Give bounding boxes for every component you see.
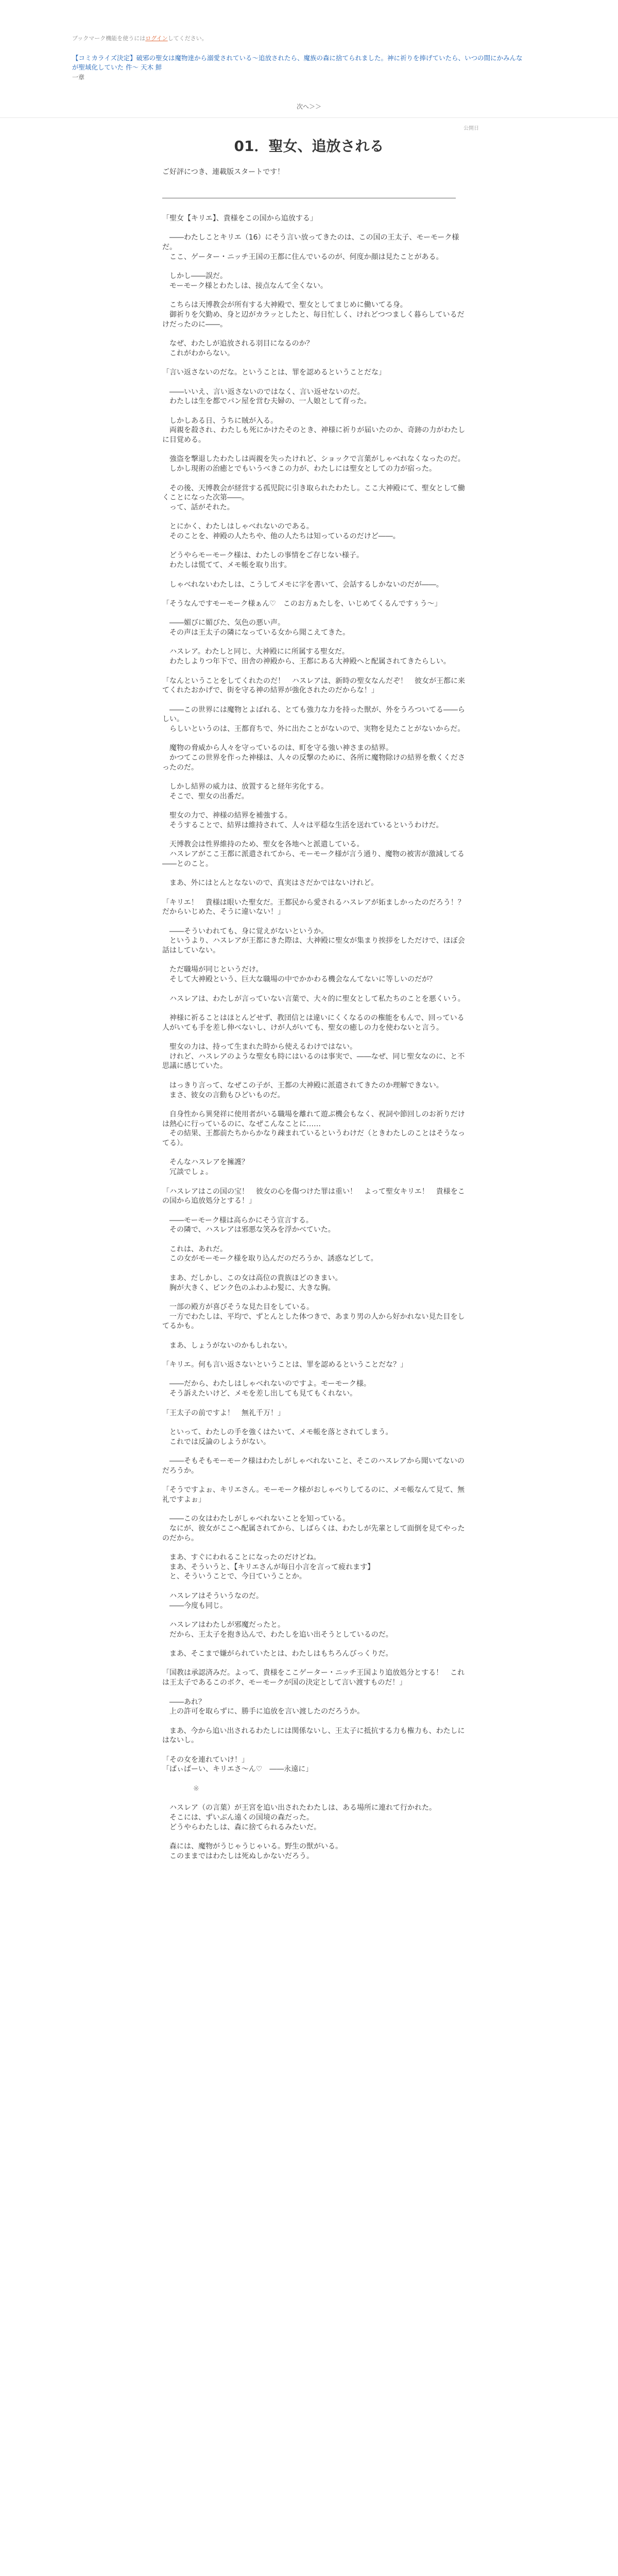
body-paragraph xyxy=(162,1832,471,1842)
body-paragraph: ――今度も同じ。 xyxy=(162,1601,227,1610)
body-paragraph: これは、あれだ。 xyxy=(162,1245,227,1253)
body-paragraph xyxy=(162,1071,471,1081)
body-paragraph: わたしは慌てて、メモ帳を取り出す。 xyxy=(162,561,291,570)
body-paragraph xyxy=(162,1032,471,1042)
body-paragraph: わたしよりつ年下で、田舎の神殿から、王都にある大神殿へと配属されてきたらしい。 xyxy=(162,657,451,666)
body-paragraph xyxy=(162,1639,471,1649)
body-paragraph: まあ、今から追い出されるわたしには関係ないし、王太子に抵抗する力も権力も、わたしにはないし。 xyxy=(162,1726,465,1745)
body-paragraph: 「なんということをしてくれたのだ！ ハスレアは、新時の聖女なんだぞ！ 彼女が王都に来てくれたおかげで、街を守る神の結界が強化されたのだからな！」 xyxy=(162,676,465,695)
body-paragraph xyxy=(162,956,471,965)
body-paragraph: といって、わたしの手を強くはたいて、メモ帳を落とされてしまう。 xyxy=(162,1428,393,1436)
body-paragraph: その後、天博教会が経営する孤児院に引き取られたわたし。ここ大神殿にて、聖女として働くことになった次第――。 xyxy=(162,484,465,502)
body-paragraph: 冗談でしょ。 xyxy=(162,1168,213,1177)
body-paragraph xyxy=(162,541,471,551)
body-paragraph xyxy=(162,1688,471,1698)
body-paragraph xyxy=(162,1447,471,1456)
body-paragraph xyxy=(162,1793,471,1803)
body-paragraph: どうやらモーモーク様は、わたしの事情をご存じない様子。 xyxy=(162,551,364,560)
body-paragraph: なぜ、わたしが追放される羽目になるのか？ xyxy=(162,340,314,348)
body-paragraph: そこには、ずいぶん遠くの国境の森だった。 xyxy=(162,1813,314,1822)
body-paragraph: とにかく、わたしはしゃべれないのである。 xyxy=(162,522,314,531)
body-paragraph: ハスレアがここ王都に派遣されてから、モーモーク様が言う通り、魔物の被害が激減してる――とのこと。 xyxy=(162,850,465,868)
body-paragraph: 「そうですよぉ、キリエさん。モーモーク様がおしゃべりしてるのに、メモ帳なんて見て、無礼ですよぉ」 xyxy=(162,1486,465,1504)
next-page-link[interactable]: 次へ＞＞ xyxy=(296,103,321,110)
body-paragraph: 聖女の力で、神様の結界を補強する。 xyxy=(162,811,292,820)
body-paragraph xyxy=(162,1004,471,1013)
body-paragraph: ――あれ？ xyxy=(162,1698,205,1706)
body-paragraph xyxy=(162,1100,471,1110)
body-paragraph: その声は王太子の隣になっている女から聞こえてきた。 xyxy=(162,629,350,637)
chapter-title: 01．聖女、追放される xyxy=(234,138,384,155)
body-paragraph xyxy=(162,291,471,301)
body-paragraph: そのことを、神殿の人たちや、他の人たちは知っているのだけど――。 xyxy=(162,532,400,541)
body-paragraph xyxy=(162,802,471,811)
body-paragraph: そんなハスレアを擁護？ xyxy=(162,1158,249,1167)
body-paragraph xyxy=(162,696,471,705)
body-paragraph xyxy=(162,869,471,878)
body-paragraph: その結果、王都前たちからかなり疎まれているというわけだ（ときわたしのことはそうなってる）。 xyxy=(162,1129,465,1148)
body-paragraph: けれど、ハスレアのような聖女も時にはいるのは事実で、――なぜ、同じ聖女なのに、と不思議に感じていた。 xyxy=(162,1052,465,1071)
body-paragraph: 「その女を連れていけ！」 xyxy=(162,1755,249,1764)
body-paragraph: はっきり言って、なぜこの子が、王都の大神殿に派遣されてきたのか理解できない。 xyxy=(162,1081,443,1090)
body-paragraph: ――いいえ、言い返さないのではなく、言い返せないのだ。 xyxy=(162,387,365,396)
body-paragraph xyxy=(162,773,471,783)
body-paragraph: 「言い返さないのだな。ということは、罪を認めるということだな」 xyxy=(162,368,386,377)
body-paragraph: まあ、外にはとんとなないので、真実はさだかではないけれど。 xyxy=(162,879,379,888)
body-paragraph: かつてこの世界を作った神様は、人々の反撃のために、各所に魔物除けの結界を敷くくださったのだ。 xyxy=(162,754,465,772)
body-paragraph: まあ、すぐにわれることになったのだけどね。 xyxy=(162,1553,321,1562)
body-paragraph xyxy=(162,445,471,455)
body-paragraph: ――この世界には魔物とよばれる、とても強力な力を持った獣が、外をうろついてる――らしい。 xyxy=(162,705,465,724)
body-paragraph: こちらは天博教会が所有する大神殿で、聖女としてまじめに働いてる身。 xyxy=(162,301,407,310)
body-paragraph xyxy=(162,1331,471,1341)
body-paragraph xyxy=(162,1399,471,1409)
chapter-body xyxy=(162,214,471,1861)
body-paragraph: ハスレアは、わたしが言っていない言葉で、大々的に聖女として私たちのことを悪くいう。 xyxy=(162,994,465,1003)
body-paragraph: モーモーク様とわたしは、接点なんて全くない。 xyxy=(162,281,328,290)
body-paragraph: この女がモーモーク様を取り込んだのだろうか、誘惑などして。 xyxy=(162,1255,378,1263)
body-paragraph: まあ、そこまで嫌がられていたとは、わたしはもちろんびっくりだ。 xyxy=(162,1650,393,1658)
body-paragraph: その隣で、ハスレアは邪悪な笑みを浮かべていた。 xyxy=(162,1226,335,1234)
body-paragraph: 森には、魔物がうじゃうじゃいる。野生の獣がいる。 xyxy=(162,1842,342,1851)
body-paragraph xyxy=(162,1148,471,1158)
body-paragraph xyxy=(162,1293,471,1302)
body-paragraph: って、話がそれた。 xyxy=(162,503,234,512)
body-paragraph xyxy=(162,1774,471,1784)
body-paragraph: このままではわたしは死ぬしかないだろう。 xyxy=(162,1852,314,1860)
body-paragraph: しかしある日、うちに賊が入る。 xyxy=(162,416,278,425)
body-paragraph xyxy=(162,589,471,599)
body-paragraph xyxy=(162,1745,471,1755)
bookmark-notice xyxy=(72,34,208,42)
notice-text-after: してください。 xyxy=(167,35,208,42)
body-paragraph: まあ、だしかし、この女は高位の貴族ほどのきまい。 xyxy=(162,1274,342,1282)
pager xyxy=(0,102,618,111)
body-paragraph: ハスレア（の言葉）が王宮を追い出されたわたしは、ある場所に連れて行かれた。 xyxy=(162,1804,436,1812)
body-paragraph xyxy=(162,378,471,387)
body-paragraph: 「ぱぃぱーい、キリエさ〜ん♡ ――永遠に」 xyxy=(162,1765,313,1774)
body-paragraph: 両親を殺され、わたしも死にかけたそのとき、神様に祈りが届いたのか、奇跡の力がわたしに目覚める。 xyxy=(162,426,466,445)
body-paragraph xyxy=(162,406,471,416)
body-paragraph xyxy=(162,609,471,619)
body-paragraph: 神様に祈ることはほとんどせず、教団信とは違いにくくなるのの権能をもんで、回っている人がいても手を差し伸べないし、けが人がいても、聖女の癒しの力を使わないと言う。 xyxy=(162,1013,465,1032)
body-paragraph xyxy=(162,1177,471,1187)
body-paragraph: 「ハスレアはこの国の宝！ 彼女の心を傷つけた罪は重い！ よって聖女キリエ！ 貴様をこの国から追放処分とする！」 xyxy=(162,1187,465,1206)
body-paragraph: なにが、彼女がここへ配属されてから、しばらくは、わたしが先輩として面倒を見てやったのだから。 xyxy=(162,1524,465,1543)
body-paragraph: 「そうなんですモーモーク様ぁん♡ このお方ぁたしを、いじめてくるんですぅう～」 xyxy=(162,599,442,608)
body-paragraph: しかし結界の威力は、放置すると経年劣化する。 xyxy=(162,783,328,791)
body-paragraph xyxy=(162,1717,471,1726)
body-paragraph: しかし現術の治癒とでもいうべきこの力が、わたしには聖女としての力が宿った。 xyxy=(162,465,436,473)
body-paragraph: まあ、そういうと、【キリエさんが毎日小言を言って疲れます】 xyxy=(162,1563,375,1571)
body-paragraph: しかし――誤だ。 xyxy=(162,272,227,281)
body-paragraph xyxy=(162,1264,471,1274)
chapter-preface: ご好評につき、連載版スタートです！ xyxy=(162,168,285,176)
body-paragraph: そして大神殿という、巨大な職場の中でかかわる機会なんてないに等しいのだが？ xyxy=(162,975,436,984)
body-paragraph: どうやらわたしは、森に捨てられるみたいだ。 xyxy=(162,1823,321,1832)
body-paragraph xyxy=(162,917,471,927)
body-paragraph: ハスレア。わたしと同じ、大神殿にに所属する聖女だ。 xyxy=(162,648,349,656)
body-paragraph xyxy=(162,1582,471,1591)
body-paragraph: ――そういわれても、身に覚えがないというか。 xyxy=(162,927,328,936)
series-title-link[interactable]: 【コミカライズ決定】破邪の聖女は魔物達から溺愛されている～追放されたら、魔族の森に捨てられました。神に祈りを捧げていたら、いつの間にかみんなが聖域化していた 件～ 天木 鮮 xyxy=(72,54,523,71)
body-paragraph: これがわからない。 xyxy=(162,349,234,358)
body-paragraph xyxy=(162,358,471,368)
body-paragraph: 一方でわたしは、平均で、ずとんとした体つきで、あまり男の人から好かれない見た目をしてるかも。 xyxy=(162,1312,465,1331)
body-paragraph: そうすることで、結界は維持されて、人々は平穏な生活を送れているというわけだ。 xyxy=(162,821,443,829)
body-paragraph xyxy=(162,831,471,840)
body-paragraph: これでは反論のしようがない。 xyxy=(162,1437,270,1446)
body-paragraph: らしいというのは、王都育ちで、外に出たことがないので、実物を見たことがないからだ。 xyxy=(162,725,465,733)
body-paragraph: 御祈りを欠勤め、身と辺がカラッとしたと、毎日忙しく、けれどつつましく暮らしているだけだったのに――。 xyxy=(162,310,465,329)
body-paragraph xyxy=(162,1370,471,1380)
body-paragraph xyxy=(162,1476,471,1485)
body-paragraph: そこで、聖女の出番だ。 xyxy=(162,792,249,801)
body-paragraph xyxy=(162,513,471,522)
body-paragraph: と、そういうことで、今日ていうことか。 xyxy=(162,1572,306,1581)
header xyxy=(0,0,618,81)
body-paragraph: まさ、彼女の言動もひどいものだ。 xyxy=(162,1091,285,1099)
body-paragraph xyxy=(162,474,471,484)
body-paragraph xyxy=(162,570,471,580)
body-paragraph: 強盗を撃退したわたしは両親を失ったけれど、ショックで言葉がしゃべれなくなったのだ。 xyxy=(162,455,465,464)
body-paragraph: ――わたしことキリエ（16）にそう言い放ってきたのは、この国の王太子、モーモーク様だ。 xyxy=(162,233,459,252)
body-paragraph xyxy=(162,1611,471,1620)
body-paragraph xyxy=(162,888,471,898)
chapter-group: 一章 xyxy=(72,74,85,81)
body-paragraph: ハスレアはわたしが邪魔だったと。 xyxy=(162,1620,285,1629)
body-paragraph: 「国教は承認済みだ。よって、貴様をここゲーター・ニッチ王国より追放処分とする！ これは王太子であるこのボク、モーモークが国の決定として言い渡すものだ！」 xyxy=(162,1669,465,1687)
body-paragraph: まあ、しょうがないのかもしれない。 xyxy=(162,1341,292,1350)
body-paragraph xyxy=(162,1543,471,1553)
body-paragraph xyxy=(162,1206,471,1216)
body-paragraph: ――媚びに媚びた、気色の悪い声。 xyxy=(162,619,285,628)
body-paragraph: ――そもそもモーモーク様はわたしがしゃべれないこと、そこのハスレアから聞いてないのだろうか。 xyxy=(162,1457,465,1475)
login-link[interactable]: ログイン xyxy=(145,35,168,42)
body-paragraph xyxy=(162,224,471,233)
body-paragraph: 上の許可を取らずに、勝手に追放を言い渡したのだろうか。 xyxy=(162,1707,364,1716)
body-paragraph xyxy=(162,1350,471,1360)
body-paragraph xyxy=(162,1235,471,1245)
body-paragraph: ここ、ゲーター・ニッチ王国の王都に住んでいるのが、何度か顔は見たことがある。 xyxy=(162,252,443,261)
body-paragraph: しゃべれないわたしは、こうしてメモに字を書いて、会話するしかないのだが――。 xyxy=(162,580,443,589)
body-paragraph xyxy=(162,1418,471,1428)
body-paragraph: ハスレアはそういうなのだ。 xyxy=(162,1591,263,1600)
body-paragraph xyxy=(162,1505,471,1515)
body-paragraph: ――この女はわたしがしゃべれないことを知っている。 xyxy=(162,1515,350,1523)
body-paragraph: 一部の殿方が喜びそうな見た目をしている。 xyxy=(162,1302,314,1311)
body-paragraph: だから、王太子を抱き込んで、わたしを追い出そうとしているのだ。 xyxy=(162,1630,393,1639)
publish-date: 公開日 xyxy=(464,126,479,131)
body-paragraph: 魔物の脅威から人々を守っているのは、町を守る強い神さまの結界。 xyxy=(162,744,393,753)
body-paragraph xyxy=(162,985,471,994)
body-paragraph xyxy=(162,667,471,676)
body-paragraph xyxy=(162,1659,471,1669)
body-paragraph: 「キリエ！ 貴様は眼いた聖女だ。王都民から愛されるハスレアが妬ましかったのだろう！？ だからいじめた、そうに違いない！」 xyxy=(162,898,472,917)
notice-text: ブックマーク機能を使うには xyxy=(72,35,146,42)
body-paragraph: 「キリエ。何も言い返さないということは、罪を認めるということだな？」 xyxy=(162,1361,408,1369)
body-paragraph: 胸が大きく、ピンク色のふわふわ髪に、大きな胸。 xyxy=(162,1283,335,1292)
body-paragraph xyxy=(162,734,471,744)
body-paragraph: 自身性から異発祥に使用者がいる職場を離れて遊ぶ機会もなく、祝詞や節回しのお祈りだけは熱心に行っているのに、なぜこんなことに…… xyxy=(162,1110,465,1128)
body-paragraph: ――モーモーク様は高らかにそう宣言する。 xyxy=(162,1216,313,1225)
body-paragraph: 「聖女【キリエ】、貴様をこの国から追放する」 xyxy=(162,214,317,223)
body-paragraph: そう訴えたいけど、メモを差し出しても見てもくれない。 xyxy=(162,1389,357,1398)
body-paragraph: 天博教会は性界維持のため、聖女を各地へと派遣している。 xyxy=(162,840,364,849)
body-paragraph xyxy=(162,638,471,648)
body-paragraph: というより、ハスレアが王都にきた際は、大神殿に聖女が集まり挨拶をしただけで、ほぼ会話はしていない。 xyxy=(162,937,465,955)
body-paragraph xyxy=(162,329,471,339)
divider xyxy=(0,117,618,118)
body-paragraph: 聖女の力は、持って生まれた時から使えるわけではない。 xyxy=(162,1043,357,1052)
body-paragraph: ※ xyxy=(193,1784,199,1793)
body-paragraph: ただ職場が同じというだけ。 xyxy=(162,965,263,974)
body-paragraph xyxy=(162,262,471,272)
body-paragraph: わたしは生を都でパン屋を営む夫婦の、一人娘として育った。 xyxy=(162,397,371,406)
body-paragraph: ――だから、わたしはしゃべれないのですよ。モーモーク様。 xyxy=(162,1380,371,1388)
body-paragraph: 「王太子の前ですよ！ 無礼千万！」 xyxy=(162,1409,285,1417)
